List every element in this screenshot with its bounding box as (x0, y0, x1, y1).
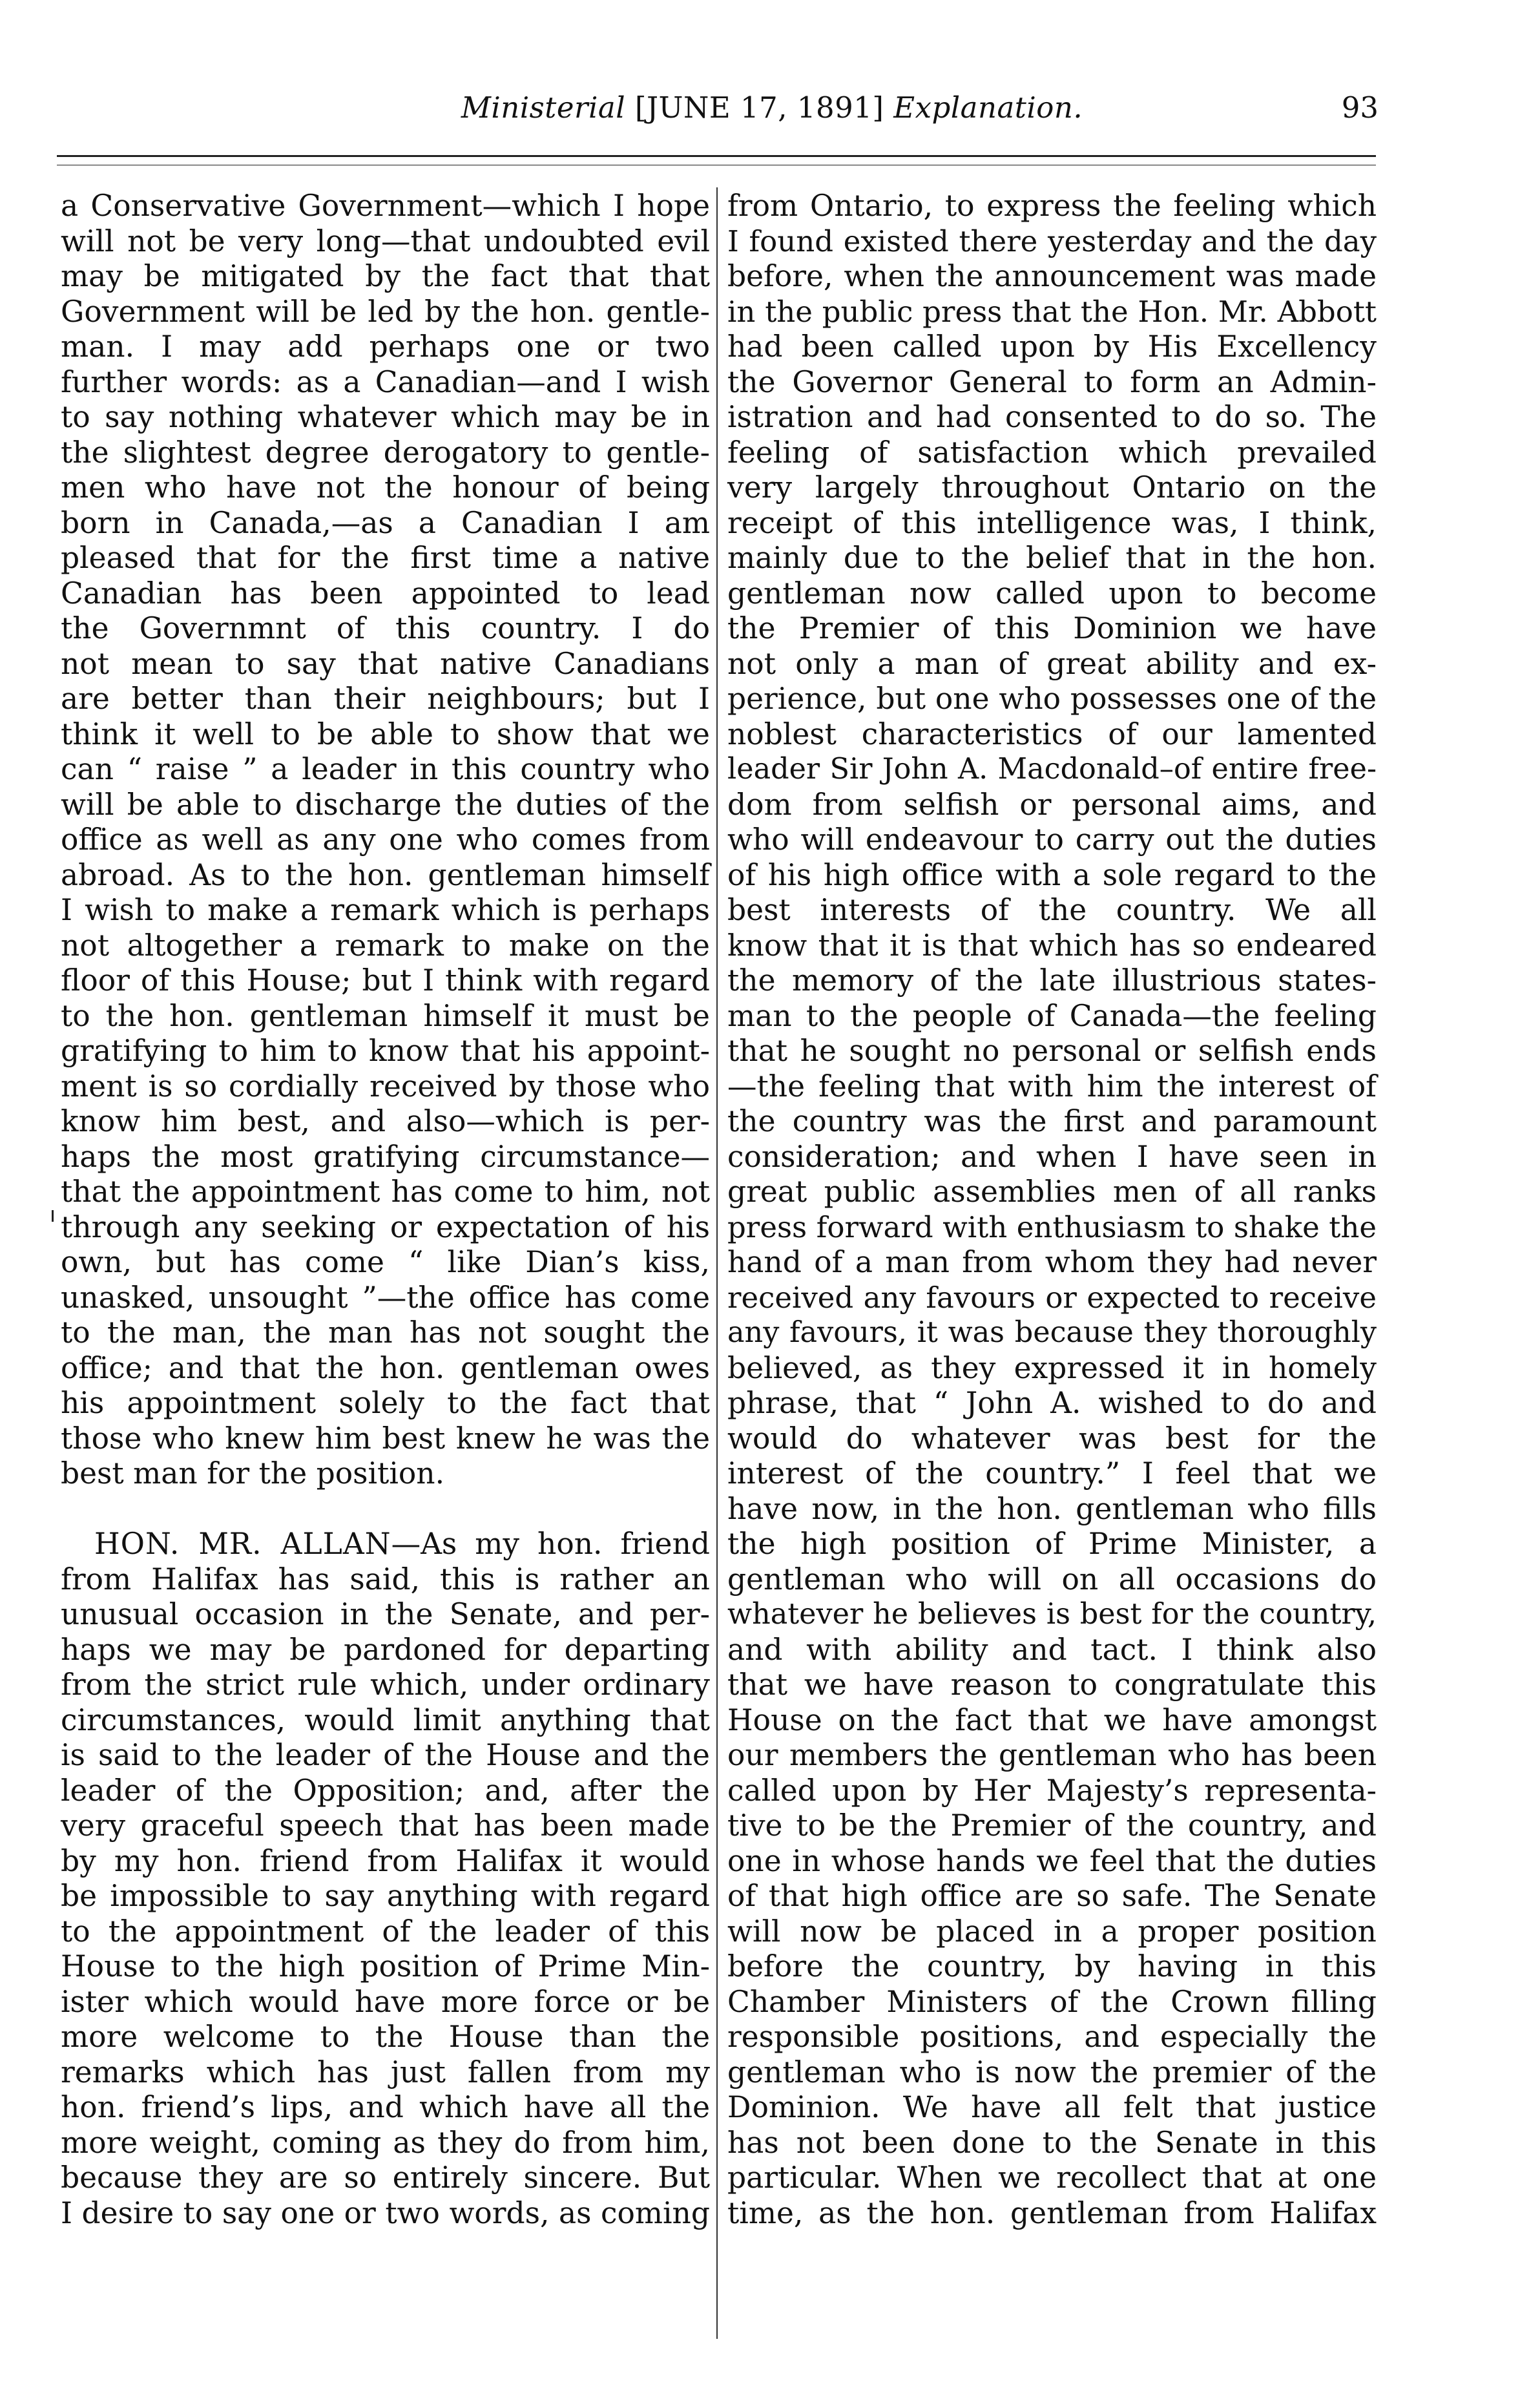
text-line: has not been done to the Senate in this (727, 2125, 1377, 2160)
text-line: pleased that for the first time a native (61, 541, 710, 575)
text-line: unasked, unsought ”—the office has come (61, 1280, 710, 1315)
text-line: leader Sir John A. Macdonald–of entire free- (727, 753, 1377, 786)
text-line: I found existed there yesterday and the day (727, 224, 1377, 258)
text-line: men who have not the honour of being (61, 470, 710, 505)
text-line: have now, in the hon. gentleman who fills (727, 1491, 1377, 1526)
text-line: abroad. As to the hon. gentleman himself (61, 857, 710, 892)
text-line: will now be placed in a proper position (727, 1914, 1377, 1949)
text-line: time, as the hon. gentleman from Halifax (727, 2195, 1377, 2230)
text-line: perience, but one who possesses one of the (727, 682, 1377, 716)
text-line: believed, as they expressed it in homely (727, 1350, 1377, 1385)
text-line: our members the gentleman who has been (727, 1738, 1377, 1772)
text-line: ister which would have more force or be (61, 1984, 710, 2019)
text-line: leader of the Opposition; and, after the (61, 1773, 710, 1808)
text-line: to the man, the man has not sought the (61, 1315, 710, 1350)
text-line: think it well to be able to show that we (61, 717, 710, 751)
text-line: can “ raise ” a leader in this country who (61, 752, 710, 786)
text-line: not only a man of great ability and ex- (727, 646, 1377, 681)
text-line: feeling of satisfaction which prevailed (727, 435, 1377, 470)
text-line: consideration; and when I have seen in (727, 1139, 1377, 1174)
title-left: Ministerial (461, 90, 626, 125)
text-line: before, when the announcement was made (727, 259, 1377, 293)
text-line: is said to the leader of the House and the (61, 1738, 710, 1772)
column-divider (716, 187, 718, 2339)
text-line: Dominion. We have all felt that justice (727, 2090, 1377, 2124)
text-line: —the feeling that with him the interest of (727, 1069, 1377, 1104)
text-line: dom from selfish or personal aims, and (727, 787, 1377, 822)
right-column (727, 189, 1380, 2231)
text-line: because they are so entirely sincere. But (61, 2161, 710, 2195)
text-line: the Governmnt of this country. I do (61, 611, 710, 645)
text-line: the Premier of this Dominion we have (727, 611, 1377, 645)
text-line: phrase, that “ John A. wished to do and (727, 1386, 1377, 1420)
text-line: may be mitigated by the fact that that (61, 259, 710, 293)
text-line: interest of the country.” I feel that we (727, 1456, 1377, 1491)
text-line: that we have reason to congratulate this (727, 1668, 1377, 1702)
speech-text: —As my hon. friend (391, 1527, 710, 1561)
text-line: from the strict rule which, under ordinary (61, 1668, 710, 1702)
text-line: office as well as any one who comes from (61, 822, 710, 857)
text-line: the slightest degree derogatory to gentle- (61, 435, 710, 470)
running-title (401, 90, 1143, 125)
text-line: mainly due to the belief that in the hon. (727, 541, 1377, 575)
text-line: in the public press that the Hon. Mr. Abbott (727, 294, 1377, 329)
text-line: the country was the first and paramount (727, 1104, 1377, 1138)
text-line: of that high office are so safe. The Senate (727, 1879, 1377, 1913)
text-line: to say nothing whatever which may be in (61, 400, 710, 434)
text-line: gentleman now called upon to become (727, 576, 1377, 611)
text-line: man to the people of Canada—the feeling (727, 998, 1377, 1033)
text-line: office; and that the hon. gentleman owes (61, 1350, 710, 1385)
text-line: any favours, it was because they thoroughly (727, 1316, 1377, 1349)
text-line: House on the fact that we have amongst (727, 1702, 1377, 1737)
text-line: a Conservative Government—which I hope (61, 189, 710, 223)
text-line: that the appointment has come to him, not (61, 1175, 710, 1209)
text-line: the high position of Prime Minister, a (727, 1527, 1377, 1561)
text-line: the memory of the late illustrious states- (727, 963, 1377, 998)
text-line: that he sought no personal or selfish ends (727, 1034, 1377, 1068)
text-line: to the hon. gentleman himself it must be (61, 998, 710, 1033)
speech-first-line (61, 1527, 710, 1562)
text-line: to the appointment of the leader of this (61, 1914, 710, 1949)
text-line: noblest characteristics of our lamented (727, 717, 1377, 751)
text-line: own, but has come “ like Dian’s kiss, (61, 1245, 710, 1279)
text-line: istration and had consented to do so. The (727, 400, 1377, 434)
text-line: from Ontario, to express the feeling which (727, 189, 1377, 223)
text-line: haps the most gratifying circumstance— (61, 1139, 710, 1174)
margin-mark (52, 1210, 54, 1222)
text-line: will not be very long—that undoubted evil (61, 224, 710, 258)
header-rule (57, 155, 1376, 157)
text-line: gratifying to him to know that his appoint- (61, 1034, 710, 1068)
paragraph-gap (61, 1492, 713, 1527)
text-line: more welcome to the House than the (61, 2020, 710, 2054)
text-line: will be able to discharge the duties of the (61, 787, 710, 822)
text-line: ment is so cordially received by those who (61, 1069, 710, 1104)
text-line: gentleman who will on all occasions do (727, 1562, 1377, 1596)
text-line: not altogether a remark to make on the (61, 928, 710, 963)
text-line: Government will be led by the hon. gentle- (61, 294, 710, 329)
text-line: responsible positions, and especially the (727, 2020, 1377, 2054)
text-line: remarks which has just fallen from my (61, 2055, 710, 2089)
text-line: further words: as a Canadian—and I wish (61, 364, 710, 399)
title-right: Explanation. (893, 90, 1083, 125)
text-line: hand of a man from whom they had never (727, 1245, 1377, 1279)
text-line: his appointment solely to the fact that (61, 1386, 710, 1420)
speaker-name: HON. MR. ALLAN (94, 1527, 391, 1561)
text-line: very graceful speech that has been made (61, 1808, 710, 1843)
text-line: press forward with enthusiasm to shake the (727, 1209, 1377, 1244)
text-line: unusual occasion in the Senate, and per- (61, 1597, 710, 1631)
text-line: and with ability and tact. I think also (727, 1632, 1377, 1667)
running-header (0, 90, 1540, 142)
left-column (61, 189, 713, 2231)
text-line: I wish to make a remark which is perhaps (61, 893, 710, 927)
text-line: know him best, and also—which is per- (61, 1104, 710, 1138)
text-line: those who knew him best knew he was the (61, 1421, 710, 1456)
text-line: haps we may be pardoned for departing (61, 1632, 710, 1667)
text-line: know that it is that which has so endeared (727, 928, 1377, 963)
text-line: through any seeking or expectation of his (61, 1209, 710, 1244)
text-line: one in whose hands we feel that the duties (727, 1843, 1377, 1878)
text-line: whatever he believes is best for the country, (727, 1598, 1377, 1631)
text-line: the Governor General to form an Admin- (727, 364, 1377, 399)
text-line: born in Canada,—as a Canadian I am (61, 505, 710, 540)
text-line: not mean to say that native Canadians (61, 646, 710, 681)
text-line: receipt of this intelligence was, I think, (727, 505, 1377, 540)
text-line: I desire to say one or two words, as coming (61, 2195, 710, 2230)
text-line: are better than their neighbours; but I (61, 682, 710, 716)
text-line: had been called upon by His Excellency (727, 330, 1377, 364)
text-line: best man for the position. (61, 1456, 445, 1491)
text-line: Canadian has been appointed to lead (61, 576, 710, 611)
text-line: particular. When we recollect that at one (727, 2161, 1377, 2195)
title-date: [JUNE 17, 1891] (634, 90, 884, 125)
text-line: by my hon. friend from Halifax it would (61, 1843, 710, 1878)
text-line: great public assemblies men of all ranks (727, 1175, 1377, 1209)
text-line: very largely throughout Ontario on the (727, 470, 1377, 505)
text-line: before the country, by having in this (727, 1949, 1377, 1984)
text-line: would do whatever was best for the (727, 1421, 1377, 1456)
text-line: called upon by Her Majesty’s representa- (727, 1773, 1377, 1808)
page-number: 93 (1341, 90, 1379, 125)
text-line: floor of this House; but I think with regard (61, 963, 710, 998)
text-line: be impossible to say anything with regard (61, 1879, 710, 1913)
text-line: circumstances, would limit anything that (61, 1702, 710, 1737)
text-line: hon. friend’s lips, and which have all the (61, 2090, 710, 2124)
text-line: House to the high position of Prime Min- (61, 1949, 710, 1984)
text-line: received any favours or expected to receive (727, 1280, 1377, 1315)
text-line: who will endeavour to carry out the duties (727, 822, 1377, 857)
text-line: from Halifax has said, this is rather an (61, 1562, 710, 1596)
text-line: more weight, coming as they do from him, (61, 2125, 710, 2160)
text-line: best interests of the country. We all (727, 893, 1377, 927)
text-line: Chamber Ministers of the Crown filling (727, 1984, 1377, 2019)
text-line: man. I may add perhaps one or two (61, 330, 710, 364)
text-line: gentleman who is now the premier of the (727, 2055, 1377, 2089)
text-line: of his high office with a sole regard to the (727, 857, 1377, 892)
text-line: tive to be the Premier of the country, and (727, 1808, 1377, 1843)
